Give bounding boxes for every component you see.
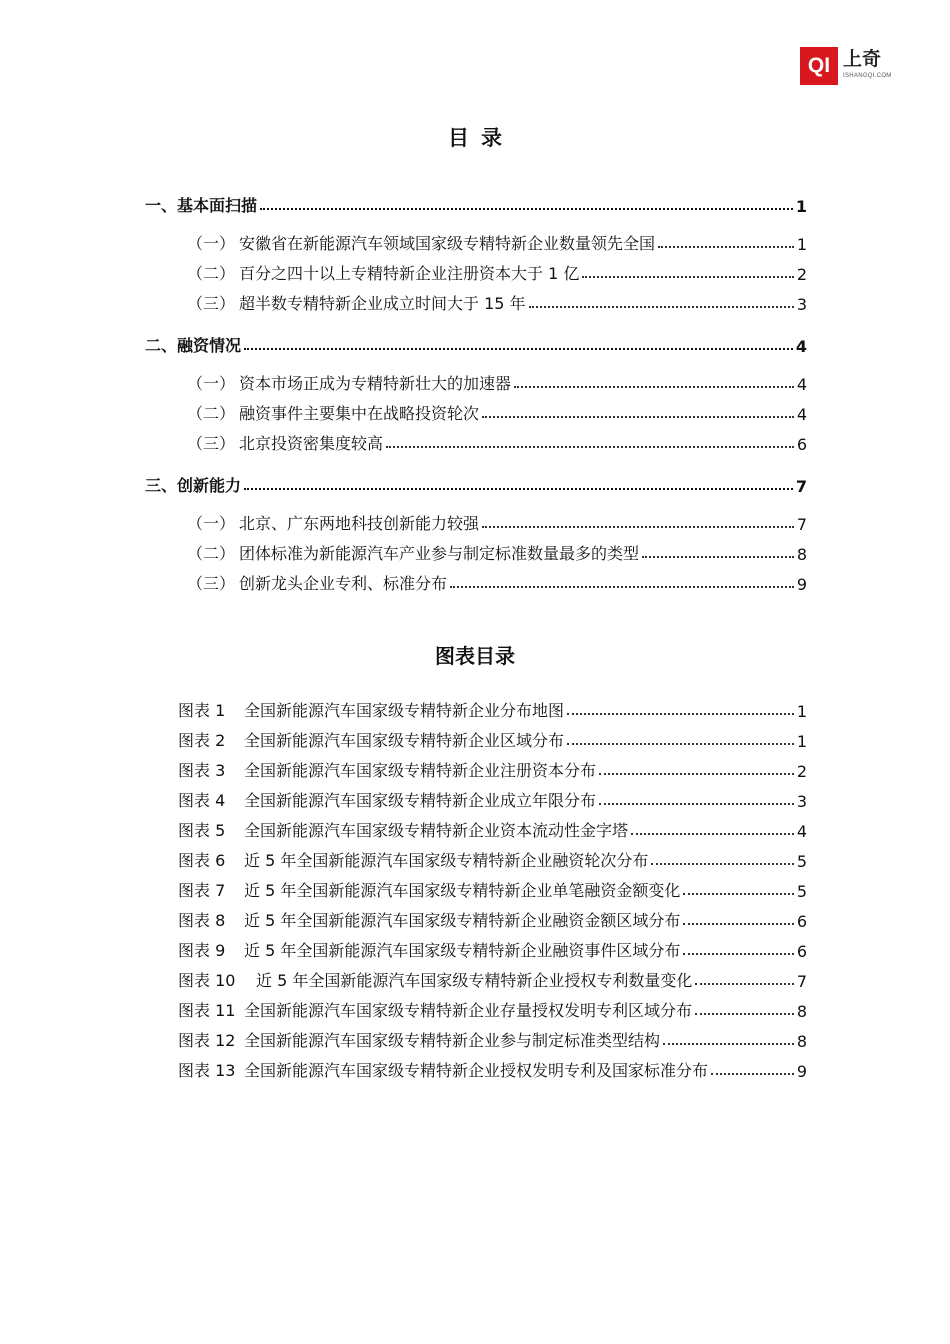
toc-sub-label: 安徽省在新能源汽车领域国家级专精特新企业数量领先全国: [239, 234, 656, 253]
dot-leader: [599, 803, 794, 805]
dot-leader: [567, 713, 794, 715]
toc-subsection[interactable]: [187, 262, 807, 284]
figure-label: 全国新能源汽车国家级专精特新企业分布地图: [244, 701, 565, 720]
figure-page-number: 9: [796, 1062, 807, 1081]
toc-title: 目录: [448, 126, 514, 150]
dot-leader: [567, 743, 794, 745]
toc-sub-number: （二）: [187, 264, 236, 283]
figure-page-number: 5: [796, 882, 807, 901]
figure-number: 图表 13: [178, 1061, 236, 1080]
dot-leader: [529, 306, 794, 308]
dot-leader: [663, 1043, 794, 1045]
toc-sub-label: 北京、广东两地科技创新能力较强: [239, 514, 480, 533]
toc-page-number: 7: [795, 477, 807, 496]
figure-entry[interactable]: [178, 969, 807, 991]
logo-subtext: ISHANGQI.COM: [843, 73, 892, 79]
logo-text-group: [843, 47, 892, 79]
figure-entry[interactable]: [178, 849, 807, 871]
figure-entry[interactable]: [178, 819, 807, 841]
toc-subsection[interactable]: [187, 372, 807, 394]
figure-entry[interactable]: [178, 729, 807, 751]
dot-leader: [260, 208, 793, 210]
toc-page-number: 1: [796, 235, 807, 254]
figure-label: 全国新能源汽车国家级专精特新企业注册资本分布: [244, 761, 597, 780]
figure-number: 图表 10: [178, 971, 236, 990]
figure-entry[interactable]: [178, 1029, 807, 1051]
toc-sub-number: （一）: [187, 514, 236, 533]
toc-page-number: 7: [796, 515, 807, 534]
toc-section-label: 二、融资情况: [145, 336, 242, 355]
dot-leader: [482, 416, 794, 418]
figure-number: 图表 8: [178, 911, 226, 930]
dot-leader: [683, 893, 793, 895]
toc-subsection[interactable]: [187, 292, 807, 314]
toc-sub-label: 融资事件主要集中在战略投资轮次: [239, 404, 480, 423]
toc-subsection[interactable]: [187, 232, 807, 254]
brand-logo: [800, 47, 892, 85]
figure-number: 图表 12: [178, 1031, 236, 1050]
toc-section[interactable]: [145, 474, 807, 496]
dot-leader: [651, 863, 793, 865]
figure-entry[interactable]: [178, 909, 807, 931]
toc-sub-label: 百分之四十以上专精特新企业注册资本大于 1 亿: [239, 264, 580, 283]
toc-page-number: 4: [796, 375, 807, 394]
toc-sub-label: 创新龙头企业专利、标准分布: [239, 574, 448, 593]
toc-section[interactable]: [145, 334, 807, 356]
toc-sub-label: 团体标准为新能源汽车产业参与制定标准数量最多的类型: [239, 544, 640, 563]
figure-label: 全国新能源汽车国家级专精特新企业授权发明专利及国家标准分布: [244, 1061, 709, 1080]
figure-entry[interactable]: [178, 699, 807, 721]
toc-page-number: 3: [796, 295, 807, 314]
toc-section[interactable]: [145, 194, 807, 216]
toc-page-number: 1: [795, 197, 807, 216]
figure-number: 图表 5: [178, 821, 226, 840]
figure-page-number: 3: [796, 792, 807, 811]
figure-label: 近 5 年全国新能源汽车国家级专精特新企业融资金额区域分布: [244, 911, 681, 930]
toc-section-label: 一、基本面扫描: [145, 196, 258, 215]
figure-label: 近 5 年全国新能源汽车国家级专精特新企业授权专利数量变化: [256, 971, 693, 990]
figure-entry[interactable]: [178, 879, 807, 901]
toc-subsection[interactable]: [187, 572, 807, 594]
figure-number: 图表 6: [178, 851, 226, 870]
toc-sub-label: 资本市场正成为专精特新壮大的加速器: [239, 374, 512, 393]
dot-leader: [514, 386, 794, 388]
figure-entry[interactable]: [178, 759, 807, 781]
toc-sub-label: 北京投资密集度较高: [239, 434, 384, 453]
dot-leader: [599, 773, 794, 775]
figure-number: 图表 2: [178, 731, 226, 750]
figure-page-number: 2: [796, 762, 807, 781]
figure-number: 图表 7: [178, 881, 226, 900]
toc-page-number: 9: [796, 575, 807, 594]
toc-subsection[interactable]: [187, 402, 807, 424]
dot-leader: [631, 833, 794, 835]
figure-number: 图表 9: [178, 941, 226, 960]
figure-page-number: 5: [796, 852, 807, 871]
figure-label: 近 5 年全国新能源汽车国家级专精特新企业融资事件区域分布: [244, 941, 681, 960]
figure-entry[interactable]: [178, 939, 807, 961]
figure-label: 全国新能源汽车国家级专精特新企业存量授权发明专利区域分布: [244, 1001, 693, 1020]
toc-sub-label: 超半数专精特新企业成立时间大于 15 年: [239, 294, 526, 313]
dot-leader: [386, 446, 794, 448]
figure-entry[interactable]: [178, 999, 807, 1021]
dot-leader: [244, 488, 793, 490]
figure-entry[interactable]: [178, 789, 807, 811]
dot-leader: [695, 1013, 794, 1015]
toc-page-number: 4: [795, 337, 807, 356]
figure-label: 近 5 年全国新能源汽车国家级专精特新企业单笔融资金额变化: [244, 881, 681, 900]
logo-mark: QI: [800, 47, 838, 85]
toc-section-label: 三、创新能力: [145, 476, 242, 495]
dot-leader: [658, 246, 794, 248]
logo-text: 上奇: [843, 48, 882, 70]
toc-sub-number: （三）: [187, 574, 236, 593]
figure-label: 全国新能源汽车国家级专精特新企业资本流动性金字塔: [244, 821, 629, 840]
dot-leader: [711, 1073, 794, 1075]
figure-page-number: 6: [796, 912, 807, 931]
figure-page-number: 6: [796, 942, 807, 961]
figure-entry[interactable]: [178, 1059, 807, 1081]
figure-number: 图表 1: [178, 701, 226, 720]
figure-number: 图表 4: [178, 791, 226, 810]
toc-sub-number: （二）: [187, 544, 236, 563]
dot-leader: [450, 586, 794, 588]
figure-number: 图表 3: [178, 761, 226, 780]
figures-title: 图表目录: [435, 644, 515, 668]
dot-leader: [642, 556, 794, 558]
toc-page-number: 2: [796, 265, 807, 284]
dot-leader: [582, 276, 793, 278]
figure-number: 图表 11: [178, 1001, 236, 1020]
toc-subsection[interactable]: [187, 512, 807, 534]
figure-page-number: 8: [796, 1002, 807, 1021]
toc-sub-number: （二）: [187, 404, 236, 423]
figure-page-number: 4: [796, 822, 807, 841]
dot-leader: [683, 923, 793, 925]
toc-subsection[interactable]: [187, 542, 807, 564]
toc-sub-number: （三）: [187, 434, 236, 453]
toc-page-number: 4: [796, 405, 807, 424]
toc-subsection[interactable]: [187, 432, 807, 454]
dot-leader: [244, 348, 793, 350]
figure-label: 全国新能源汽车国家级专精特新企业区域分布: [244, 731, 565, 750]
toc-sub-number: （一）: [187, 234, 236, 253]
dot-leader: [695, 983, 793, 985]
figure-page-number: 1: [796, 732, 807, 751]
figure-page-number: 8: [796, 1032, 807, 1051]
dot-leader: [683, 953, 793, 955]
toc-page-number: 6: [796, 435, 807, 454]
toc-page-number: 8: [796, 545, 807, 564]
figure-page-number: 7: [796, 972, 807, 991]
figure-page-number: 1: [796, 702, 807, 721]
figure-label: 全国新能源汽车国家级专精特新企业参与制定标准类型结构: [244, 1031, 661, 1050]
dot-leader: [482, 526, 794, 528]
figure-label: 全国新能源汽车国家级专精特新企业成立年限分布: [244, 791, 597, 810]
toc-sub-number: （三）: [187, 294, 236, 313]
toc-sub-number: （一）: [187, 374, 236, 393]
figure-label: 近 5 年全国新能源汽车国家级专精特新企业融资轮次分布: [244, 851, 649, 870]
